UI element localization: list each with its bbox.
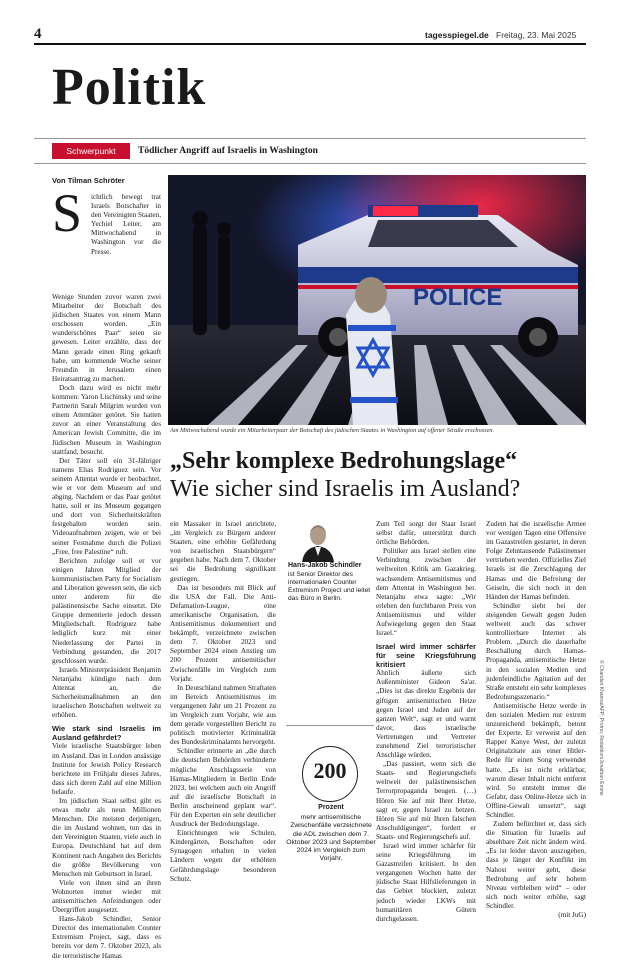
paragraph: Zudem befürchtet er, dass sich die Situation für Israelis auf absehbare Zeit nicht ändern wird. „Es ist leider davon auszugehen, dass je länger der Konflikt im Nahost weiter geht, diese Bedrohung auf sehr hohem Niveau verbleiben wird“ – oder sich noch weiter erhöhe, sagt Schindler. — [486, 820, 586, 910]
paragraph: ein Massaker in Israel anrichtete, „im Vergleich zu Bürgern anderer Staaten, eine erhöhte Gefährdung von israelischen Staatsbürgern“ gegeben habe. Nach dem 7. Oktober sei die Bedrohung signifikant gestiegen. — [170, 520, 276, 583]
paragraph: Viele israelische Staatsbürger leben im Ausland. Das in London ansässige Institute for Jewish Policy Research berichtete im Frühjahr dieses Jahres, dass sich deren Zahl auf eine Million belaufe. — [52, 742, 161, 796]
paragraph: Wenige Stunden zuvor waren zwei Mitarbeiter der Botschaft des jüdischen Staates von einem Mann erschossen worden. „Ein wunderschönes Paar“ seien sie gewesen. Leiter erzählte, dass der Mann gerade einen Ring gekauft habe, um kommende Woche seiner Freundin in Jerusalem einen Heiratsantrag zu machen. — [52, 293, 161, 383]
paragraph: Antisemitische Hetze werde in den sozialen Medien nur extrem unzureichend bekämpft, betont der Experte. Er verweist auf den Rapper Kanye West, der zuletzt Originalzitate aus einer Hitler-Rede für einen Song verwendet hatte. „Es ist nicht erklärbar, warum dieser Inhalt nicht entfernt wird. So entsteht immer die Gefahr, dass Online-Hetze sich in Offline-Gewalt umsetzt“, sagt Schindler. — [486, 701, 586, 819]
paragraph: Der Täter soll ein 31-Jähriger namens Elias Rodriguez sein. Vor seinem Attentat wurde er beobachtet, wie er vor dem Museum auf und abging. Nachdem er das Paar getötet hatte, soll er ins Museum gegangen und dort von Sicherheitskräften festgehalten worden sein. Videoaufnahmen zeigen, wie er bei seiner Festnahme durch die Polizei „Free, free Palestine“ ruft. — [52, 456, 161, 556]
subheading: Wie stark sind Israelis im Ausland gefährdet? — [52, 724, 161, 743]
topic-title: Tödlicher Angriff auf Israelis in Washington — [138, 146, 318, 156]
drop-cap: S — [52, 183, 83, 243]
lead-paragraph-start — [91, 193, 161, 257]
paragraph: Schindler erinnerte an „die durch die deutschen Behörden verhinderte mögliche Anschlagsserie von Hamas-Mitgliedern in Berlin Ende 2023, bei welchem auch ein Angriff auf die israelische Botschaft in Berlin anscheinend geplant war“. Für den Experten ein sehr deutlicher Ausdruck der Bedrohungslage. — [170, 747, 276, 829]
stat-rule — [286, 725, 374, 726]
headline-quote: „Sehr komplexe Bedrohungslage“ — [170, 448, 518, 474]
paragraph: Israels Ministerpräsident Benjamin Netanjahu kündigte nach dem Attentat an, die Sicherheitsmaßnahmen an den israelischen Botschaften weltweit zu erhöhen. — [52, 665, 161, 720]
police-scene-image — [168, 175, 586, 425]
stat-label: Prozent — [318, 804, 344, 811]
signature: (mit JuG) — [558, 911, 586, 920]
paragraph: Hans-Jakob Schindler, Senior Director des internationalen Counter Extremism Project, sagt, dass es bereits vor dem 7. Oktober 2023, als die terroristische Hamas — [52, 915, 161, 960]
portrait-image — [298, 520, 338, 562]
photo-caption: Am Mittwochabend wurde ein Mitarbeiterpaar der Botschaft des jüdischen Staates in Washington auf offener Straße erschossen. — [170, 427, 495, 434]
paragraph: Im jüdischen Staat selbst gibt es etwas mehr als neun Millionen Menschen. Die meisten derjenigen, die im Ausland wohnen, tun das in den Vereinigten Staaten, viele auch in Europa. Deutschland hat auf dem Kontinent nach Angaben des Berichts die größte Bevölkerung von Menschen mit Geburtsort in Israel. — [52, 796, 161, 878]
paragraph: Doch dazu wird es nicht mehr kommen: Yaron Lischinsky und seine Partnerin Sarah Milgrim wurden von einem Attentäter getötet. Sie hatten zuvor an einer Veranstaltung des American Jewish Committe, die im Jüdischen Museum in Washington stattfand, besucht. — [52, 383, 161, 456]
stat-number: 200 — [313, 758, 347, 783]
article-author: Von Tilman Schröter — [52, 176, 125, 185]
photo-credit: © Chandan Khanna/AFP; Promo; Redaktion/Jonathan Emme — [598, 660, 604, 796]
paragraph: Einrichtungen wie Schulen, Kindergärten, Botschaften oder Synagogen erhalten in vielen Ländern wegen der erhöhten Gefährdungslage besonderen Schutz. — [170, 829, 276, 883]
topic-rule-top — [34, 138, 586, 139]
paragraph: Zum Teil sorgt der Staat Israel selbst dafür, unterstützt durch örtliche Behörden. — [376, 520, 476, 547]
section-title: Politik — [52, 59, 207, 116]
topic-badge: Schwerpunkt — [52, 143, 130, 159]
paragraph: Zudem hat die israelische Armee vor wenigen Tagen eine Offensive im Gazastreifen gestartet, in deren Folge Zehntausende Palästinenser vertrieben werden. Offizielles Ziel Israels ist die Zerschlagung der Hamas und die Befreiung der Geiseln, die sich noch in den Händen der Hamas befinden. — [486, 520, 586, 601]
subheading: Israel wird immer schärfer für seine Kriegsführung kritisiert — [376, 642, 476, 670]
paragraph: Politiker aus Israel stellen eine Verbindung zwischen der weltweiten Kritik am Gazakrieg, wachsendem Antisemitismus und dem Attentat in Washington her. Netanjahu etwa sagte: „Wir erleben den furchtbaren Preis von Antisemitismus und wilder Aufwiegelung gegen den Staat Israel.“ — [376, 547, 476, 638]
paragraph: Viele von ihnen sind an ihren Wohnorten immer wieder mit antisemitischen Anfeindungen oder Übergriffen ausgesetzt. — [52, 878, 161, 915]
article-column-3 — [376, 520, 476, 924]
stat-description: mehr antisemitische Zwischenfälle verzeichnete die ADL zwischen dem 7. Oktober 2023 und September 2024 im Vergleich zum Vorjahr. — [286, 814, 376, 863]
paragraph: Das ist besonders mit Blick auf die USA der Fall. Die Anti-Defamation-League, eine amerikanische Organisation, die Antisemitismus dokumentiert und bekämpft, verzeichnete zwischen dem 7. Oktober 2023 und September 2024 einen Anstieg um 200 Prozent antisemitischer Zwischenfälle im Vergleich zum Vorjahr. — [170, 583, 276, 683]
article-column-4 — [486, 520, 586, 920]
page-number: 4 — [34, 26, 42, 42]
expert-name: Hans-Jakob Schindler — [288, 562, 362, 569]
article-column-1 — [52, 293, 161, 961]
publication-date: Freitag, 23. Mai 2025 — [496, 30, 577, 40]
paragraph: „Das passiert, wenn sich die Staats- und Regierungschefs weltweit der palästinensischen Terrorpropaganda beugen. (…) Hören Sie auf mit Ihrer Hetze, sagt er, gegen Israel zu hetzen. Hören Sie auf mit Ihren falschen Anschuldigungen“, fordert er Staats- und Regierungschefs auf. — [376, 760, 476, 841]
paragraph: Ähnlich äußerte sich Außenminister Gideon Sa'ar. „Dies ist das direkte Ergebnis der giftigen antisemitischen Hetze gegen Israel und Juden auf der ganzen Welt“, sagt er und warnt davor, dass israelische Vertretungen und Vertreter zunehmend Ziel terroristischer Anschläge würden. — [376, 669, 476, 760]
topic-rule-bottom — [34, 163, 586, 164]
header-rule — [34, 43, 586, 45]
paragraph: ichtlich bewegt trat Israels Botschafter in den Vereinigten Staaten, Yechiel Leiter, am Mittwochabend in Washington vor die Presse. — [91, 193, 161, 256]
paragraph: Berichten zufolge soll er vor einigen Jahren Mitglied der kommunistischen Party for Socialism and Liberation gewesen sein, die sich unter anderem für die palästinensische Sache einsetzt. Die Gruppe dementierte jedoch dessen Mitgliedschaft. Rodriguez habe lediglich kurz mit einer Niederlassung der Partei in Verbindung gestanden, die 2017 geschlossen wurde. — [52, 556, 161, 665]
article-column-2 — [170, 520, 276, 884]
headline-question: Wie sicher sind Israelis im Ausland? — [170, 476, 521, 502]
paragraph: Israel wird immer schärfer für seine Kriegsführung im Gazastreifen kritisiert. In den vergangenen Wochen hatte der jüdische Staat Hilfslieferungen in das Gebiet blockiert, zuletzt jedoch wieder LKWs mit humanitären Gütern durchgelassen. — [376, 842, 476, 923]
paragraph: Schindler sieht bei der steigenden Gewalt gegen Juden weltweit auch das schwer kontrollierbare Internet als Problem. „Durch die dauerhafte Beschallung durch Hamas-Propaganda, antisemitische Hetze in den sozialen Medien und judenfeindliche Agitation auf der Straße entsteht ein sehr komplexes Bedrohungsszenario.“ — [486, 601, 586, 701]
expert-description: ist Senior Direktor des internationalen Counter Extremism Project und leitet das Büro in Berlin. — [288, 571, 371, 602]
news-photo — [168, 175, 586, 425]
expert-portrait — [298, 520, 338, 562]
publication-name: tagesspiegel.de — [425, 30, 489, 40]
paragraph: In Deutschland nahmen Straftaten im Bereich Antisemitismus im vergangenen Jahr um 21 Prozent zu im Vergleich zum Vorjahr, wie aus dem gerade vorgestellten Bericht zu politisch motivierter Kriminalität des Bundeskriminalamts hervorgeht. — [170, 683, 276, 747]
police-lettering: POLICE — [413, 284, 503, 311]
